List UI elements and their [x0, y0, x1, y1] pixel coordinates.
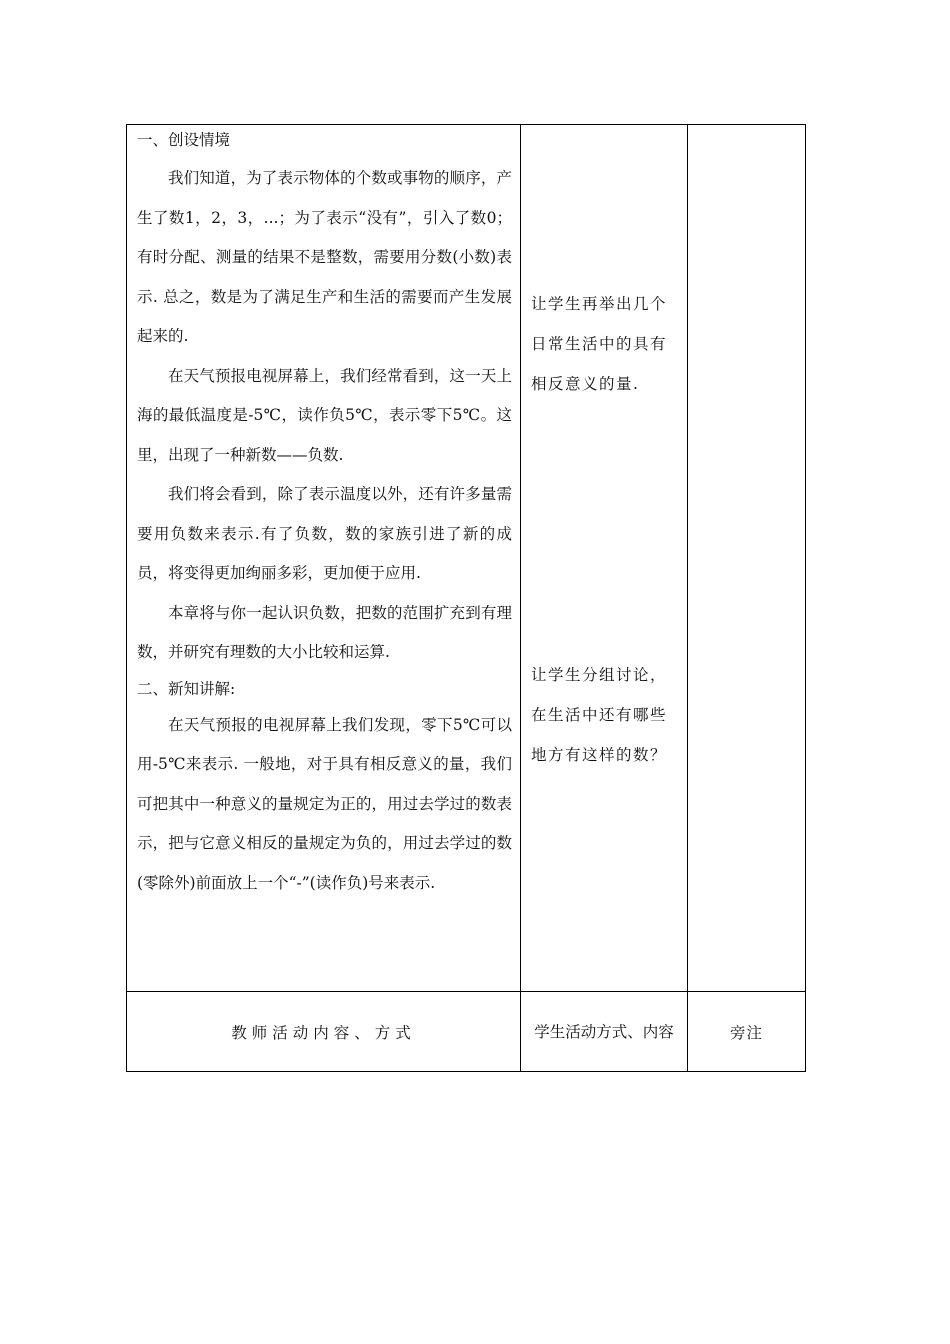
student-activity-cell [521, 125, 688, 992]
paragraph-2: 在天气预报电视屏幕上，我们经常看到，这一天上海的最低温度是-5℃，读作负5℃，表示零下5℃。这里，出现了一种新数——负数. [137, 366, 512, 464]
side-notes-header: 旁注 [688, 992, 806, 1072]
student-activity-header: 学生活动方式、内容 [521, 992, 688, 1072]
section-heading-1: 一、创设情境 [137, 131, 231, 149]
paragraph-1: 我们知道，为了表示物体的个数或事物的顺序，产生了数1，2，3，...；为了表示“没有”，引入了数0；有时分配、测量的结果不是整数，需要用分数(小数)表示. 总之，数是为了满足生产和生活的需要而产生发展起来的. [137, 169, 512, 345]
teacher-activity-cell [127, 125, 521, 992]
lesson-plan-table [126, 124, 806, 1072]
paragraph-5: 在天气预报的电视屏幕上我们发现，零下5℃可以用-5℃来表示. 一般地，对于具有相反意义的量，我们可把其中一种意义的量规定为正的，用过去学过的数表示，把与它意义相反的量规定为负的，用过去学过的数(零除外)前面放上一个“-”(读作负)号来表示. [137, 715, 512, 892]
section-heading-2: 二、新知讲解: [137, 679, 236, 698]
teacher-activity-header: 教师活动内容、方式 [127, 992, 521, 1072]
header-row [127, 992, 806, 1072]
student-note-1: 让学生再举出几个日常生活中的具有相反意义的量. [531, 295, 668, 393]
content-row [127, 125, 806, 992]
paragraph-3: 我们将会看到，除了表示温度以外，还有许多量需要用负数来表示.有了负数，数的家族引进了新的成员，将变得更加绚丽多彩，更加便于应用. [137, 485, 512, 582]
student-note-2: 让学生分组讨论，在生活中还有哪些地方有这样的数？ [531, 666, 668, 764]
side-notes-cell [688, 125, 806, 992]
paragraph-4: 本章将与你一起认识负数，把数的范围扩充到有理数，并研究有理数的大小比较和运算. [137, 603, 512, 661]
